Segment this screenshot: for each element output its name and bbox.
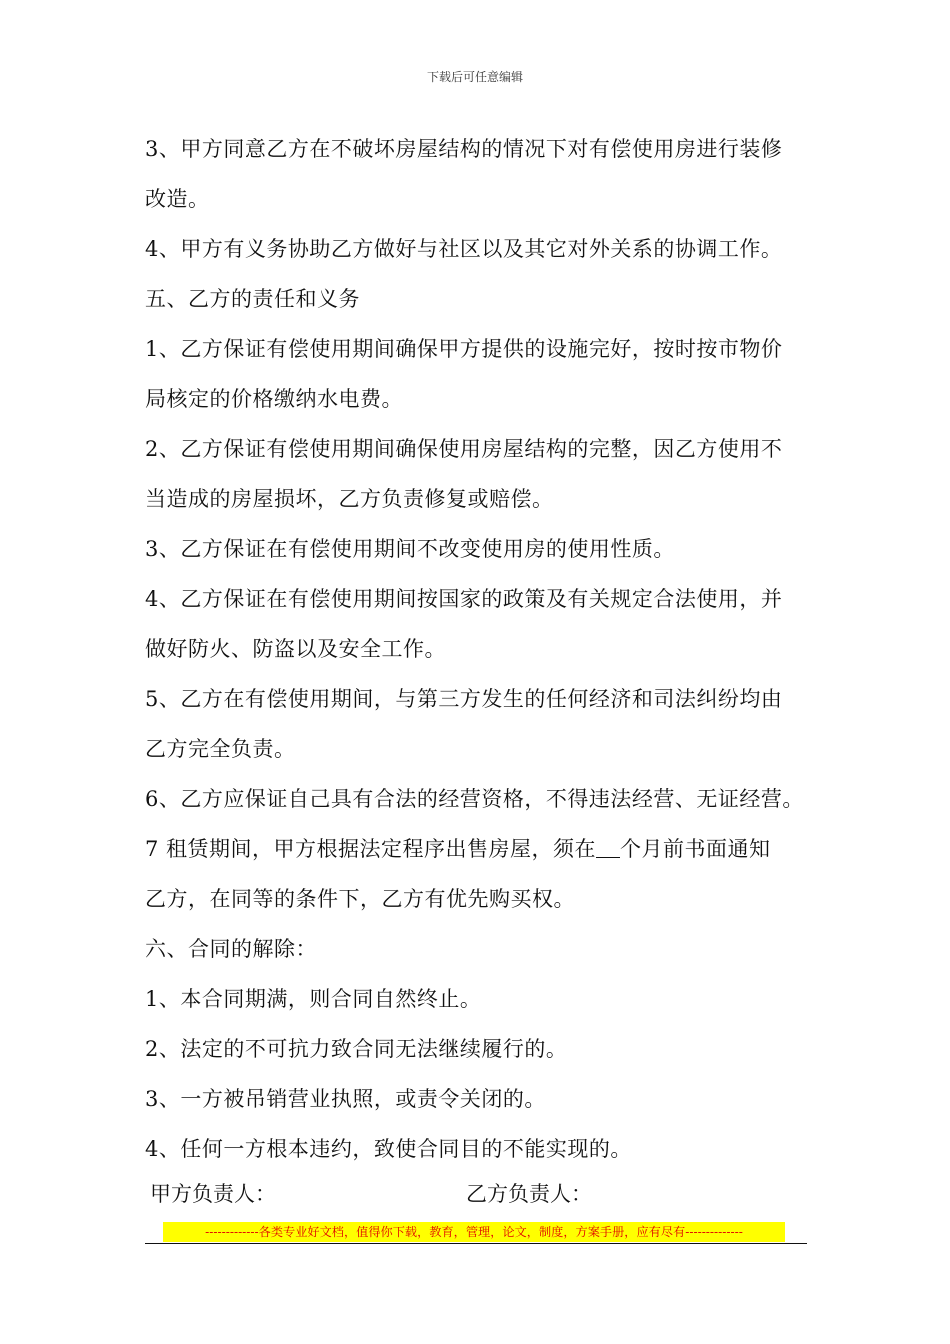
section-heading: 六、合同的解除： — [145, 937, 317, 961]
promo-banner: -------------各类专业好文档，值得你下载，教育，管理，论文，制度，方案手册，应有尽有-------------- — [163, 1222, 785, 1242]
paragraph-line — [145, 824, 825, 874]
footer-divider — [145, 1243, 807, 1244]
party-b-signature-label: 乙方负责人： — [466, 1182, 592, 1206]
paragraph-line: 5、乙方在有偿使用期间，与第三方发生的任何经济和司法纠纷均由 — [145, 687, 783, 711]
page-header: 下载后可任意编辑 — [426, 70, 523, 84]
paragraph-line: 6、乙方应保证自己具有合法的经营资格，不得违法经营、无证经营。 — [145, 787, 804, 811]
document-body — [145, 124, 825, 1174]
paragraph-line: 4、甲方有义务协助乙方做好与社区以及其它对外关系的协调工作。 — [145, 237, 783, 261]
paragraph-line: 改造。 — [145, 187, 210, 211]
paragraph-line: 局核定的价格缴纳水电费。 — [145, 387, 403, 411]
paragraph-line: 2、乙方保证有偿使用期间确保使用房屋结构的完整，因乙方使用不 — [145, 437, 783, 461]
section-heading: 五、乙方的责任和义务 — [145, 287, 360, 311]
fill-in-blank — [596, 837, 620, 858]
signature-row — [150, 1170, 810, 1218]
paragraph-line: 3、甲方同意乙方在不破坏房屋结构的情况下对有偿使用房进行装修 — [145, 137, 783, 161]
party-a-signature-label: 甲方负责人： — [150, 1182, 276, 1206]
paragraph-line: 乙方完全负责。 — [145, 737, 296, 761]
paragraph-line: 做好防火、防盗以及安全工作。 — [145, 637, 446, 661]
paragraph-line: 1、乙方保证有偿使用期间确保甲方提供的设施完好，按时按市物价 — [145, 337, 783, 361]
paragraph-line: 4、乙方保证在有偿使用期间按国家的政策及有关规定合法使用，并 — [145, 587, 783, 611]
paragraph-line: 乙方，在同等的条件下，乙方有优先购买权。 — [145, 887, 575, 911]
paragraph-line: 2、法定的不可抗力致合同无法继续履行的。 — [145, 1037, 568, 1061]
clause-7-text-start: 7 租赁期间，甲方根据法定程序出售房屋，须在 — [145, 837, 597, 861]
paragraph-line: 3、一方被吊销营业执照，或责令关闭的。 — [145, 1087, 546, 1111]
paragraph-line: 当造成的房屋损坏，乙方负责修复或赔偿。 — [145, 487, 554, 511]
paragraph-line: 3、乙方保证在有偿使用期间不改变使用房的使用性质。 — [145, 537, 675, 561]
paragraph-line: 4、任何一方根本违约，致使合同目的不能实现的。 — [145, 1137, 632, 1161]
paragraph-line: 1、本合同期满，则合同自然终止。 — [145, 987, 482, 1011]
clause-7-text-end: 个月前书面通知 — [620, 837, 771, 861]
